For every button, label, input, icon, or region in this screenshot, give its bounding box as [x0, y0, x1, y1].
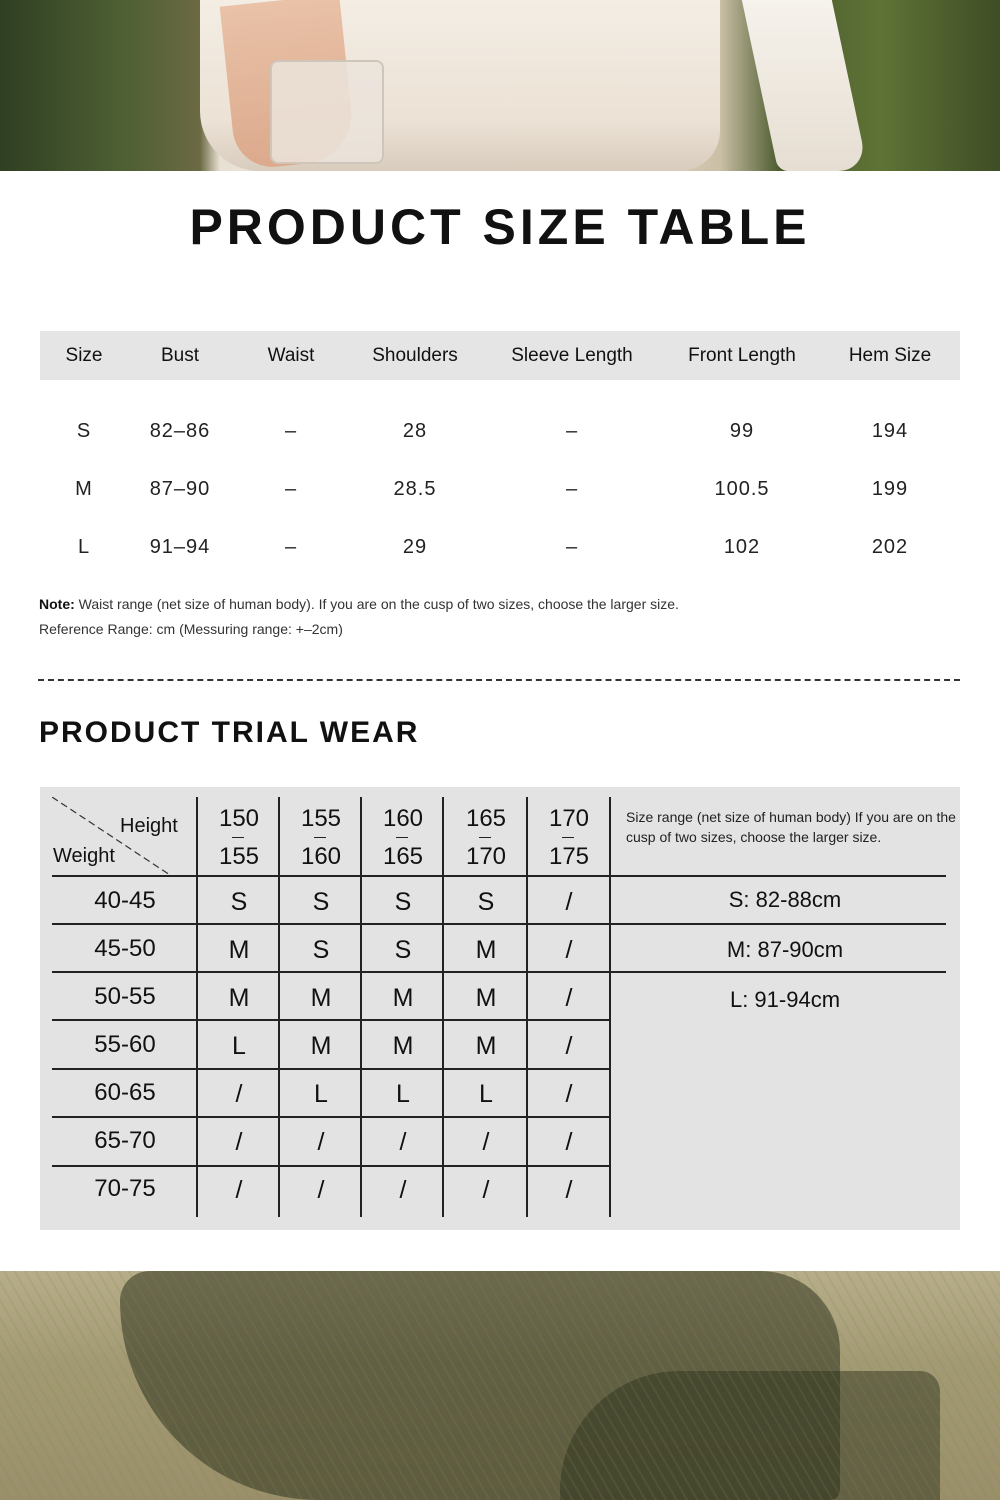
- grid-cell: L: [314, 1080, 328, 1108]
- weight-range: 50-55: [94, 983, 156, 1010]
- col-bust: Bust: [160, 345, 200, 366]
- col-front-length: Front Length: [688, 345, 796, 366]
- table-cell: 28.5: [393, 478, 437, 500]
- height-from: 150: [218, 805, 260, 832]
- table-cell: 29: [402, 536, 428, 558]
- grid-cell: M: [475, 1032, 497, 1060]
- weight-range: 60-65: [94, 1079, 156, 1106]
- size-range-s: S: 82-88cm: [728, 887, 842, 912]
- grid-cell: /: [482, 1176, 490, 1204]
- grid-cell: M: [228, 984, 250, 1012]
- height-from: 170: [548, 805, 590, 832]
- col-waist: Waist: [267, 345, 315, 366]
- weight-range: 45-50: [94, 935, 156, 962]
- grid-cell: /: [565, 984, 573, 1012]
- height-label: Height: [120, 815, 178, 837]
- grid-cell: M: [392, 1032, 414, 1060]
- grid-cell: S: [477, 888, 495, 916]
- size-range-l: L: 91-94cm: [729, 987, 841, 1012]
- grid-cell: L: [232, 1032, 246, 1060]
- table-cell: –: [565, 478, 579, 500]
- grid-cell: S: [394, 936, 412, 964]
- grid-cell: S: [394, 888, 412, 916]
- table-cell: –: [284, 420, 298, 442]
- table-cell: M: [75, 478, 93, 500]
- size-range-m: M: 87-90cm: [726, 937, 844, 962]
- table-cell: S: [76, 420, 92, 442]
- table-cell: –: [284, 478, 298, 500]
- grid-cell: M: [310, 984, 332, 1012]
- grid-cell: M: [392, 984, 414, 1012]
- col-size: Size: [65, 345, 103, 366]
- table-cell: 87–90: [149, 478, 211, 500]
- table-cell: 100.5: [714, 478, 770, 500]
- grid-cell: /: [399, 1128, 407, 1156]
- grid-cell: M: [475, 936, 497, 964]
- note-label: Note:: [39, 596, 75, 612]
- size-table-header: [40, 331, 960, 380]
- grid-cell: /: [235, 1176, 243, 1204]
- table-cell: L: [77, 536, 91, 558]
- table-cell: 199: [871, 478, 909, 500]
- bag-image: [270, 60, 384, 164]
- table-cell: 91–94: [149, 536, 211, 558]
- reference-range: Reference Range: cm (Messuring range: +–2cm): [39, 621, 343, 637]
- weight-range: 70-75: [94, 1175, 156, 1202]
- grid-cell: /: [317, 1176, 325, 1204]
- col-sleeve-length: Sleeve Length: [511, 345, 633, 366]
- grid-cell: /: [482, 1128, 490, 1156]
- height-from: 155: [300, 805, 342, 832]
- trial-wear-title: PRODUCT TRIAL WEAR: [39, 716, 420, 749]
- trial-wear-table: [40, 787, 960, 1230]
- size-range-note: Size range (net size of human body) If you are on the cusp of two sizes, choose the larger size.: [626, 809, 956, 845]
- bottom-grass-photo: [0, 1271, 1000, 1500]
- grid-cell: L: [479, 1080, 493, 1108]
- grid-cell: /: [565, 1032, 573, 1060]
- grid-cell: /: [565, 1080, 573, 1108]
- grid-cell: /: [235, 1128, 243, 1156]
- table-cell: 202: [871, 536, 909, 558]
- ribbon-image: [742, 0, 868, 171]
- table-cell: –: [284, 536, 298, 558]
- grid-cell: L: [396, 1080, 410, 1108]
- table-cell: 99: [729, 420, 755, 442]
- top-product-photo: [0, 0, 1000, 171]
- grid-cell: /: [565, 1128, 573, 1156]
- grid-cell: M: [310, 1032, 332, 1060]
- table-cell: 102: [723, 536, 761, 558]
- table-cell: 194: [871, 420, 909, 442]
- height-to: 165: [382, 843, 424, 870]
- grid-cell: S: [230, 888, 248, 916]
- table-cell: 28: [402, 420, 428, 442]
- grid-cell: /: [399, 1176, 407, 1204]
- grid-cell: /: [565, 936, 573, 964]
- grid-cell: M: [228, 936, 250, 964]
- grid-cell: /: [565, 1176, 573, 1204]
- height-to: 155: [218, 843, 260, 870]
- table-cell: 82–86: [149, 420, 211, 442]
- note-text: Waist range (net size of human body). If you are on the cusp of two sizes, choose the larger size.: [74, 596, 679, 612]
- section-divider: [38, 679, 960, 681]
- height-from: 160: [382, 805, 424, 832]
- grid-cell: S: [312, 888, 330, 916]
- table-cell: –: [565, 536, 579, 558]
- grid-cell: S: [312, 936, 330, 964]
- height-to: 175: [548, 843, 590, 870]
- grid-cell: /: [565, 888, 573, 916]
- grid-cell: /: [235, 1080, 243, 1108]
- size-table-title: PRODUCT SIZE TABLE: [189, 199, 811, 255]
- weight-label: Weight: [53, 845, 115, 867]
- table-cell: –: [565, 420, 579, 442]
- col-shoulders: Shoulders: [372, 345, 458, 366]
- height-to: 170: [465, 843, 507, 870]
- height-to: 160: [300, 843, 342, 870]
- weight-range: 65-70: [94, 1127, 156, 1154]
- weight-range: 40-45: [94, 887, 156, 914]
- size-note: [39, 596, 679, 612]
- grid-cell: /: [317, 1128, 325, 1156]
- height-from: 165: [465, 805, 507, 832]
- col-hem-size: Hem Size: [848, 345, 932, 366]
- weight-range: 55-60: [94, 1031, 156, 1058]
- grid-cell: M: [475, 984, 497, 1012]
